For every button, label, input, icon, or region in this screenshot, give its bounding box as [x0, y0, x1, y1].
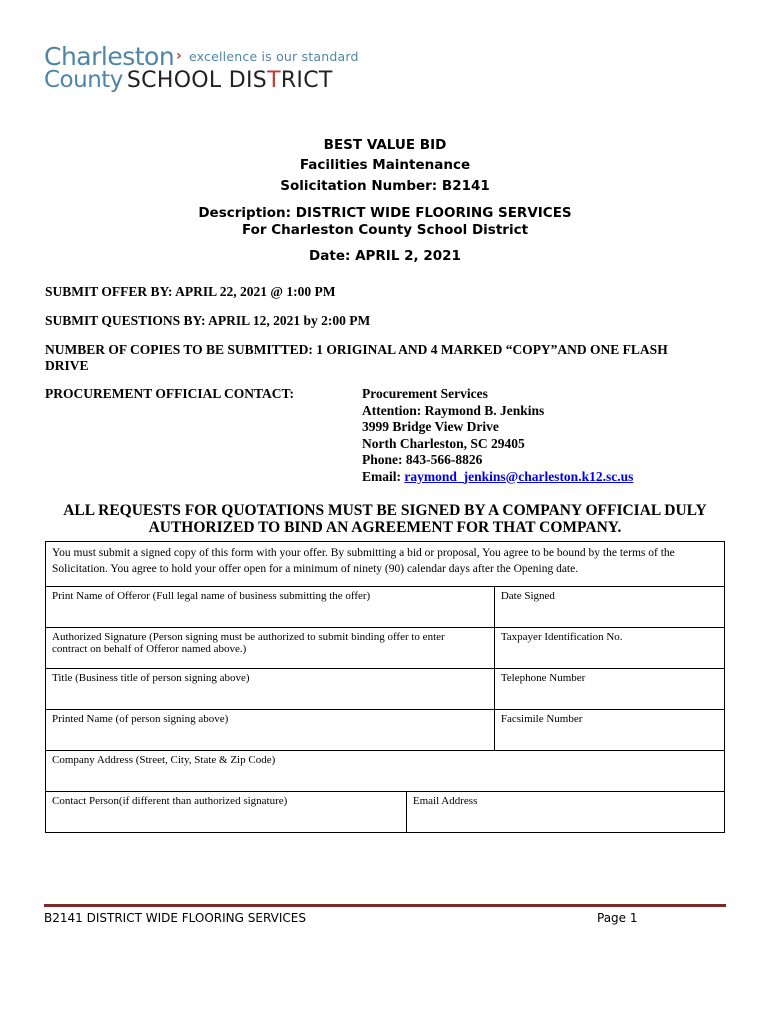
company-address-field[interactable]: Company Address (Street, City, State & Zip Code)	[46, 751, 725, 792]
contact-attention: Attention: Raymond B. Jenkins	[362, 402, 545, 418]
procurement-contact	[362, 386, 633, 485]
contact-dept: Procurement Services	[362, 386, 488, 401]
notice-line1: ALL REQUESTS FOR QUOTATIONS MUST BE SIGNED BY A COMPANY OFFICIAL DULY	[63, 502, 707, 519]
description-line: Description: DISTRICT WIDE FLOORING SERVICES	[198, 205, 572, 221]
signer-title-field[interactable]: Title (Business title of person signing above)	[46, 669, 495, 710]
email-address-field[interactable]: Email Address	[406, 792, 724, 833]
bid-type-heading: BEST VALUE BID	[323, 137, 447, 153]
submit-offer-deadline: SUBMIT OFFER BY: APRIL 22, 2021 @ 1:00 PM	[45, 284, 336, 299]
authorized-signature-label: Authorized Signature (Person signing must be authorized to submit binding offer to enter contract on behalf of Offeror named above.)	[52, 631, 445, 655]
logo-name-charleston: Charleston	[44, 42, 175, 71]
for-district-line: For Charleston County School District	[241, 222, 529, 238]
form-intro: You must submit a signed copy of this form with your offer. By submitting a bid or proposal, You agree to be bound by the terms of the Solicitation. You agree to hold your offer open for a minimum of ninety (90) calendar days after the Opening date.	[46, 542, 725, 587]
contact-city: North Charleston, SC 29405	[362, 435, 525, 451]
district-logo	[44, 42, 364, 98]
page-number: Page 1	[597, 911, 638, 925]
authorized-signature-field[interactable]	[46, 628, 495, 669]
footer-solicitation-title: B2141 DISTRICT WIDE FLOORING SERVICES	[44, 911, 306, 925]
contact-email-link[interactable]: raymond_jenkins@charleston.k12.sc.us	[404, 468, 634, 484]
notice-line2: AUTHORIZED TO BIND AN AGREEMENT FOR THAT COMPANY.	[148, 519, 622, 536]
chevron-right-icon: ›	[176, 48, 182, 64]
contact-label: PROCUREMENT OFFICIAL CONTACT:	[45, 386, 295, 401]
category-heading: Facilities Maintenance	[299, 157, 471, 173]
logo-school-district: SCHOOL DISTRICT	[126, 68, 333, 93]
copies-required-line1: NUMBER OF COPIES TO BE SUBMITTED: 1 ORIGINAL AND 4 MARKED “COPY”AND ONE FLASH	[45, 342, 668, 357]
footer-divider	[44, 904, 726, 907]
signature-notice	[45, 502, 725, 536]
telephone-field[interactable]: Telephone Number	[494, 669, 724, 710]
contact-person-field[interactable]: Contact Person(if different than authorized signature)	[46, 792, 407, 833]
contact-phone: Phone: 843-566-8826	[362, 452, 483, 467]
solicitation-number: Solicitation Number: B2141	[280, 178, 490, 194]
facsimile-field[interactable]: Facsimile Number	[494, 710, 724, 751]
logo-name-county: County	[44, 67, 123, 93]
contact-street: 3999 Bridge View Drive	[362, 419, 499, 434]
submit-questions-deadline: SUBMIT QUESTIONS BY: APRIL 12, 2021 by 2:00 PM	[45, 313, 371, 328]
offeror-signature-form	[45, 541, 725, 833]
printed-name-field[interactable]: Printed Name (of person signing above)	[46, 710, 495, 751]
copies-required-line2: DRIVE	[45, 358, 89, 373]
logo-tagline: excellence is our standard	[189, 49, 359, 64]
contact-email-label: Email:	[362, 468, 405, 484]
offeror-name-field[interactable]: Print Name of Offeror (Full legal name of business submitting the offer)	[46, 587, 495, 628]
date-signed-field[interactable]: Date Signed	[494, 587, 724, 628]
contact-email-row	[362, 469, 633, 486]
taxpayer-id-field[interactable]: Taxpayer Identification No.	[494, 628, 724, 669]
bid-date: Date: APRIL 2, 2021	[309, 248, 461, 264]
